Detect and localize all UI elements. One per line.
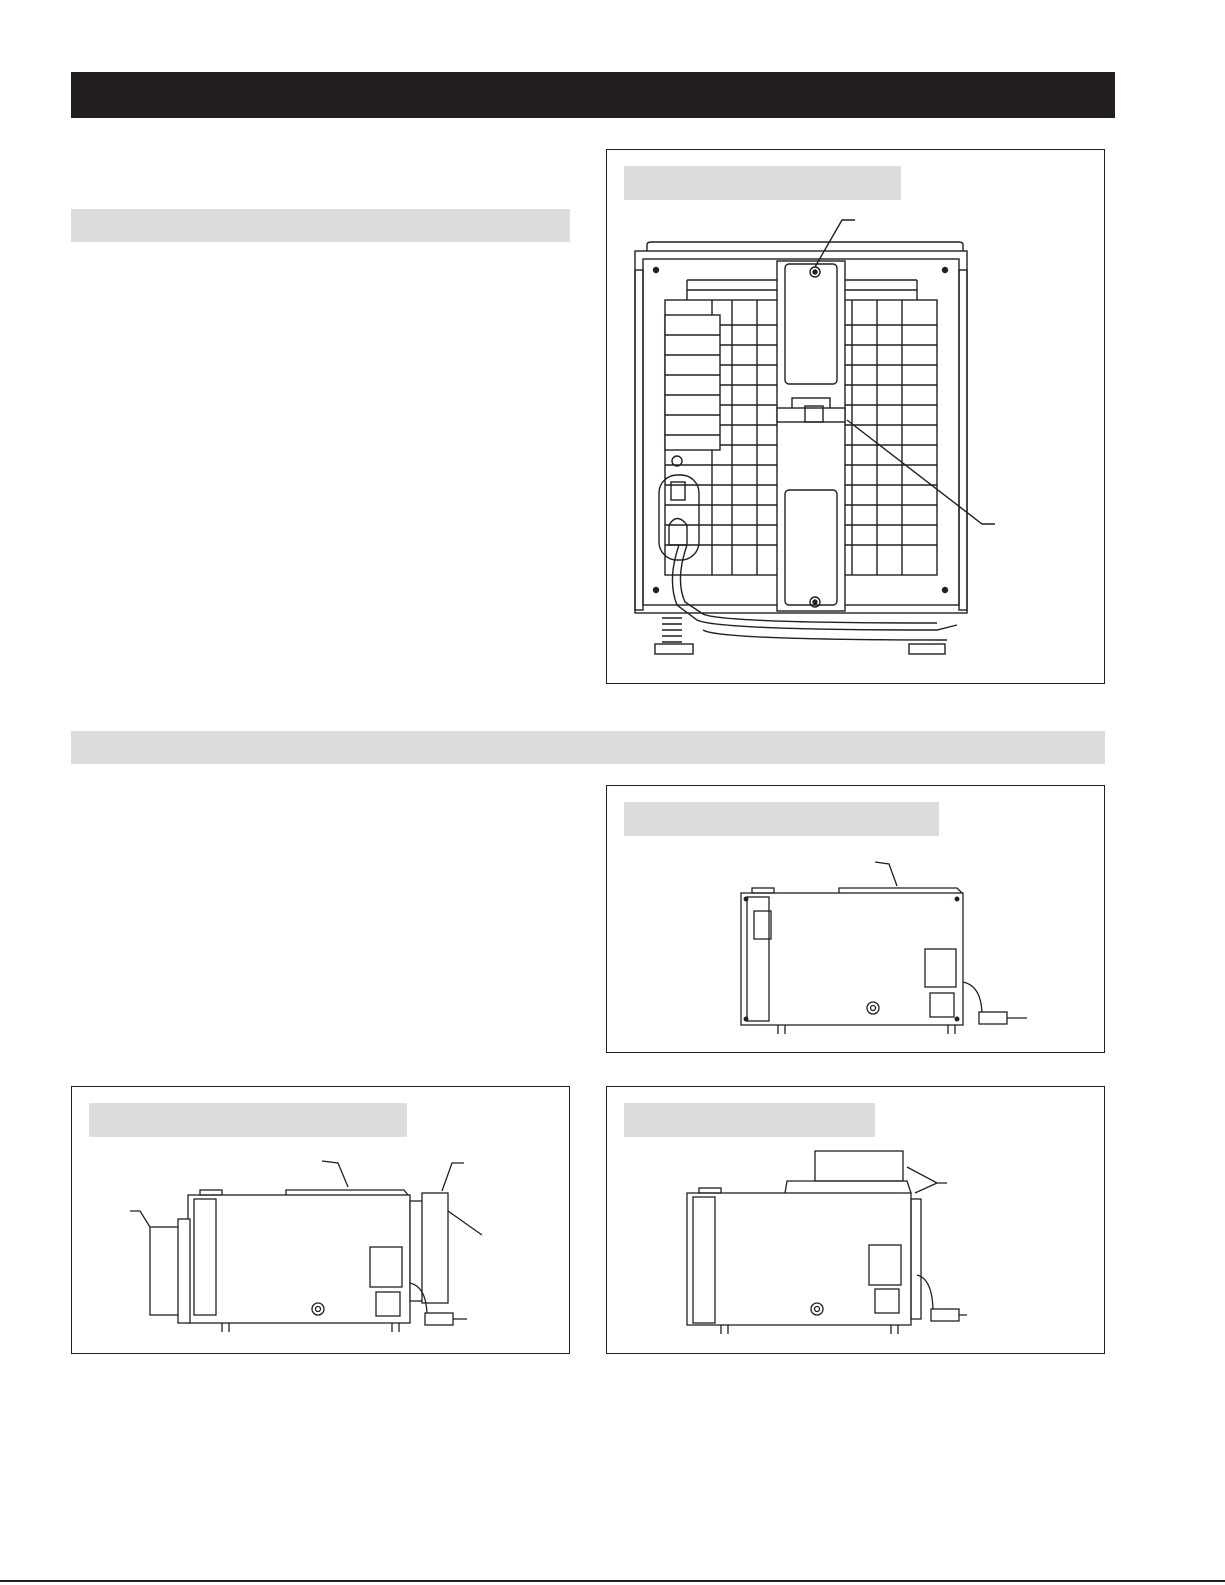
side-view-c-drawing — [607, 1087, 1106, 1355]
page-header-bar — [71, 72, 1115, 118]
figure-side-view-c — [606, 1086, 1105, 1354]
page-bottom-rule — [0, 1580, 1225, 1582]
section-heading-1 — [71, 209, 570, 242]
figure-side-view-b — [71, 1086, 570, 1354]
section-heading-2 — [71, 731, 1105, 764]
rear-view-drawing — [607, 150, 1106, 685]
side-view-b-drawing — [72, 1087, 571, 1355]
figure-rear-view — [606, 149, 1105, 684]
figure-side-view-a — [606, 785, 1105, 1053]
side-view-a-drawing — [607, 786, 1106, 1054]
